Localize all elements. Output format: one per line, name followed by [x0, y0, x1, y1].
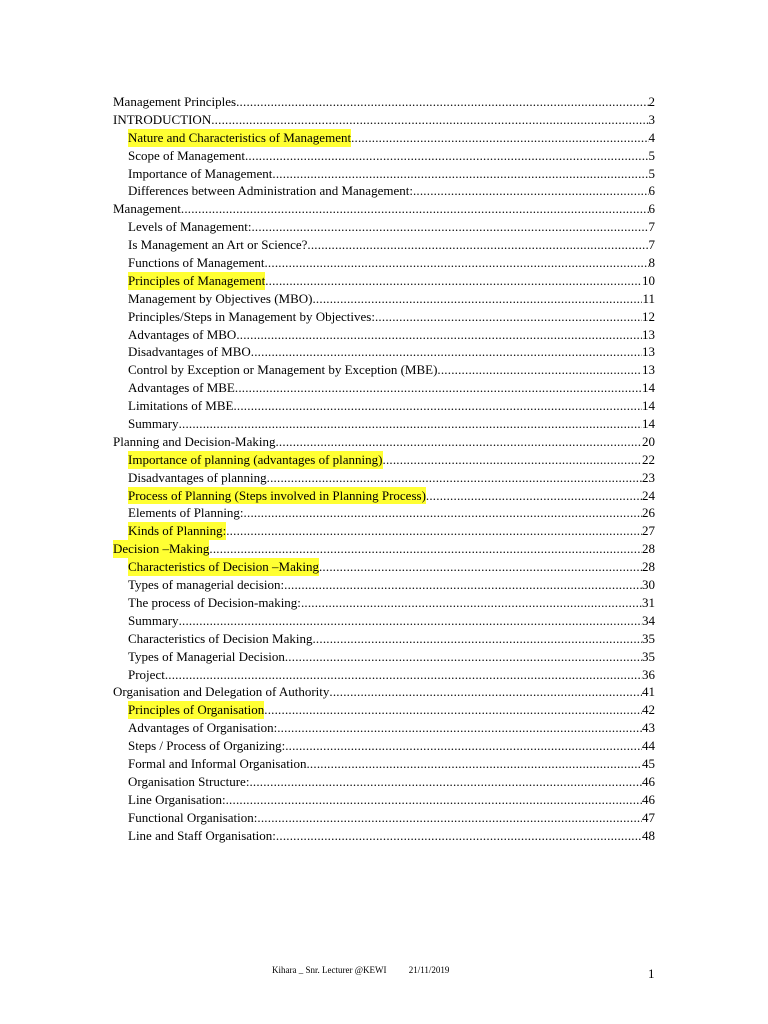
- toc-entry[interactable]: [113, 129, 655, 147]
- toc-entry[interactable]: [113, 361, 655, 379]
- toc-dot-leader: [272, 165, 648, 183]
- toc-dot-leader: [249, 773, 642, 791]
- toc-dot-leader: [233, 397, 642, 415]
- toc-dot-leader: [301, 594, 642, 612]
- toc-entry-title: Importance of Management: [128, 165, 273, 181]
- toc-entry-title: Principles of Organisation: [128, 702, 265, 718]
- toc-dot-leader: [226, 791, 642, 809]
- toc-dot-leader: [165, 666, 642, 684]
- toc-dot-leader: [226, 522, 642, 540]
- toc-entry-page: 5: [648, 147, 655, 163]
- toc-entry-page: 7: [648, 237, 655, 253]
- toc-entry[interactable]: [113, 469, 655, 487]
- toc-entry[interactable]: [113, 773, 655, 791]
- toc-entry-title: Characteristics of Decision –Making: [128, 559, 319, 575]
- toc-entry-page: 14: [642, 380, 655, 396]
- toc-entry-title: Planning and Decision-Making: [113, 433, 276, 449]
- toc-entry-title: Is Management an Art or Science?: [128, 237, 308, 253]
- toc-entry-title: Limitations of MBE: [128, 398, 234, 414]
- toc-dot-leader: [329, 683, 642, 701]
- toc-dot-leader: [312, 290, 642, 308]
- toc-entry[interactable]: [113, 701, 655, 719]
- toc-entry[interactable]: [113, 612, 655, 630]
- toc-entry-title: Differences between Administration and Management:: [128, 183, 413, 199]
- table-of-contents: [113, 93, 655, 844]
- toc-entry[interactable]: [113, 182, 655, 200]
- toc-dot-leader: [413, 182, 649, 200]
- toc-dot-leader: [181, 200, 649, 218]
- toc-dot-leader: [285, 648, 642, 666]
- toc-dot-leader: [235, 379, 642, 397]
- toc-entry[interactable]: [113, 683, 655, 701]
- toc-entry[interactable]: [113, 755, 655, 773]
- toc-dot-leader: [307, 236, 648, 254]
- page-footer: [272, 965, 449, 975]
- toc-entry-page: 46: [642, 773, 655, 789]
- toc-entry[interactable]: [113, 827, 655, 845]
- toc-entry-page: 41: [642, 684, 655, 700]
- toc-dot-leader: [265, 272, 642, 290]
- toc-dot-leader: [264, 701, 642, 719]
- toc-entry-page: 12: [642, 308, 655, 324]
- toc-entry-title: Elements of Planning:: [128, 505, 244, 521]
- toc-entry-page: 31: [642, 594, 655, 610]
- toc-entry[interactable]: [113, 200, 655, 218]
- toc-entry-page: 35: [642, 630, 655, 646]
- toc-entry[interactable]: [113, 236, 655, 254]
- toc-dot-leader: [236, 93, 648, 111]
- toc-entry-title: Importance of planning (advantages of planning): [128, 451, 383, 467]
- toc-dot-leader: [375, 308, 642, 326]
- toc-dot-leader: [351, 129, 648, 147]
- toc-entry-title: Control by Exception or Management by Exception (MBE): [128, 362, 438, 378]
- toc-entry-page: 44: [642, 738, 655, 754]
- toc-entry-page: 13: [642, 362, 655, 378]
- toc-entry[interactable]: [113, 558, 655, 576]
- toc-entry-page: 26: [642, 505, 655, 521]
- toc-entry-page: 28: [642, 541, 655, 557]
- toc-entry[interactable]: [113, 326, 655, 344]
- toc-entry-page: 43: [642, 720, 655, 736]
- toc-entry[interactable]: [113, 451, 655, 469]
- toc-entry-title: Types of managerial decision:: [128, 577, 285, 593]
- toc-dot-leader: [306, 755, 642, 773]
- toc-entry[interactable]: [113, 397, 655, 415]
- toc-dot-leader: [251, 343, 642, 361]
- toc-entry-page: 4: [648, 129, 655, 145]
- toc-entry[interactable]: [113, 218, 655, 236]
- toc-entry[interactable]: [113, 594, 655, 612]
- toc-entry-page: 14: [642, 416, 655, 432]
- toc-entry-page: 6: [648, 183, 655, 199]
- toc-entry[interactable]: [113, 379, 655, 397]
- toc-entry-page: 2: [648, 94, 655, 109]
- toc-entry-title: Decision –Making: [113, 541, 210, 557]
- toc-entry[interactable]: [113, 433, 655, 451]
- toc-entry[interactable]: [113, 487, 655, 505]
- toc-entry-page: 42: [642, 702, 655, 718]
- toc-entry-page: 46: [642, 791, 655, 807]
- toc-entry-title: Advantages of Organisation:: [128, 720, 278, 736]
- toc-entry-page: 11: [642, 290, 655, 306]
- toc-entry-title: Summary: [128, 612, 179, 628]
- toc-entry[interactable]: [113, 290, 655, 308]
- toc-entry-page: 7: [648, 219, 655, 235]
- toc-entry[interactable]: [113, 415, 655, 433]
- toc-entry-page: 24: [642, 487, 655, 503]
- toc-dot-leader: [179, 415, 642, 433]
- toc-entry-title: Summary: [128, 416, 179, 432]
- toc-entry-title: Management: [113, 201, 181, 217]
- toc-dot-leader: [284, 576, 642, 594]
- toc-dot-leader: [383, 451, 643, 469]
- toc-entry-title: Steps / Process of Organizing:: [128, 738, 286, 754]
- page-number: 1: [648, 966, 655, 981]
- toc-entry-title: Disadvantages of planning: [128, 469, 267, 485]
- toc-dot-leader: [264, 254, 648, 272]
- toc-entry[interactable]: [113, 272, 655, 290]
- toc-entry[interactable]: [113, 504, 655, 522]
- toc-entry-title: Process of Planning (Steps involved in Planning Process): [128, 487, 426, 503]
- toc-entry[interactable]: [113, 522, 655, 540]
- toc-entry[interactable]: [113, 809, 655, 827]
- toc-entry-page: 30: [642, 577, 655, 593]
- toc-entry-title: Characteristics of Decision Making: [128, 630, 313, 646]
- toc-dot-leader: [285, 737, 642, 755]
- toc-entry-page: 22: [642, 451, 655, 467]
- toc-entry-title: Kinds of Planning:: [128, 523, 227, 539]
- toc-dot-leader: [426, 487, 642, 505]
- toc-entry-title: Advantages of MBO: [128, 326, 237, 342]
- toc-entry-page: 5: [648, 165, 655, 181]
- toc-entry-title: Types of Managerial Decision: [128, 648, 285, 664]
- toc-entry[interactable]: [113, 630, 655, 648]
- toc-entry-title: Principles of Management: [128, 272, 266, 288]
- toc-dot-leader: [251, 218, 648, 236]
- toc-entry-title: Functional Organisation:: [128, 809, 258, 825]
- toc-entry-page: 13: [642, 326, 655, 342]
- toc-entry[interactable]: [113, 666, 655, 684]
- toc-entry-page: 23: [642, 469, 655, 485]
- toc-dot-leader: [267, 469, 642, 487]
- footer-date: 21/11/2019: [408, 965, 450, 975]
- toc-entry-title: Line Organisation:: [128, 791, 226, 807]
- toc-entry[interactable]: [113, 254, 655, 272]
- toc-entry-title: Line and Staff Organisation:: [128, 827, 276, 843]
- toc-dot-leader: [209, 540, 642, 558]
- toc-dot-leader: [211, 111, 648, 129]
- toc-entry[interactable]: [113, 308, 655, 326]
- toc-entry-title: Organisation Structure:: [128, 773, 250, 789]
- toc-dot-leader: [236, 326, 642, 344]
- toc-entry-title: INTRODUCTION: [113, 111, 212, 127]
- toc-dot-leader: [245, 147, 649, 165]
- toc-entry-title: Advantages of MBE: [128, 380, 235, 396]
- toc-entry-title: Scope of Management: [128, 147, 245, 163]
- toc-entry-title: Disadvantages of MBO: [128, 344, 251, 360]
- toc-dot-leader: [319, 558, 642, 576]
- toc-entry-title: Management Principles: [113, 94, 237, 109]
- toc-entry-title: The process of Decision-making:: [128, 594, 301, 610]
- toc-entry-title: Levels of Management:: [128, 219, 252, 235]
- toc-entry[interactable]: [113, 648, 655, 666]
- toc-dot-leader: [244, 504, 642, 522]
- toc-entry-page: 8: [648, 255, 655, 271]
- toc-entry[interactable]: [113, 147, 655, 165]
- toc-entry-title: Management by Objectives (MBO): [128, 290, 313, 306]
- toc-dot-leader: [277, 719, 642, 737]
- toc-entry-page: 3: [648, 111, 655, 127]
- toc-dot-leader: [179, 612, 642, 630]
- toc-dot-leader: [257, 809, 642, 827]
- toc-dot-leader: [275, 433, 642, 451]
- toc-entry[interactable]: [113, 576, 655, 594]
- toc-entry-title: Functions of Management: [128, 255, 265, 271]
- toc-entry-page: 28: [642, 559, 655, 575]
- toc-entry-page: 35: [642, 648, 655, 664]
- toc-entry[interactable]: [113, 737, 655, 755]
- toc-entry-title: Principles/Steps in Management by Objectives:: [128, 308, 375, 324]
- toc-entry-title: Organisation and Delegation of Authority: [113, 684, 330, 700]
- toc-entry-page: 27: [642, 523, 655, 539]
- footer-author: Kihara _ Snr. Lecturer @KEWI: [272, 965, 387, 975]
- toc-entry[interactable]: [113, 111, 655, 129]
- toc-entry-page: 34: [642, 612, 655, 628]
- toc-entry[interactable]: [113, 791, 655, 809]
- toc-entry-page: 47: [642, 809, 655, 825]
- toc-dot-leader: [312, 630, 642, 648]
- toc-entry-title: Project: [128, 666, 165, 682]
- toc-entry[interactable]: [113, 719, 655, 737]
- toc-entry-title: Formal and Informal Organisation: [128, 755, 307, 771]
- toc-entry-title: Nature and Characteristics of Management: [128, 129, 352, 145]
- toc-entry-page: 36: [642, 666, 655, 682]
- toc-entry-page: 6: [648, 201, 655, 217]
- toc-entry[interactable]: [113, 540, 655, 558]
- toc-entry[interactable]: [113, 93, 655, 111]
- toc-entry-page: 13: [642, 344, 655, 360]
- toc-entry-page: 20: [642, 433, 655, 449]
- toc-dot-leader: [276, 827, 642, 845]
- toc-dot-leader: [437, 361, 642, 379]
- toc-entry[interactable]: [113, 343, 655, 361]
- toc-entry-page: 48: [642, 827, 655, 843]
- toc-entry-page: 45: [642, 755, 655, 771]
- toc-entry-page: 14: [642, 398, 655, 414]
- toc-entry-page: 10: [642, 272, 655, 288]
- toc-entry[interactable]: [113, 165, 655, 183]
